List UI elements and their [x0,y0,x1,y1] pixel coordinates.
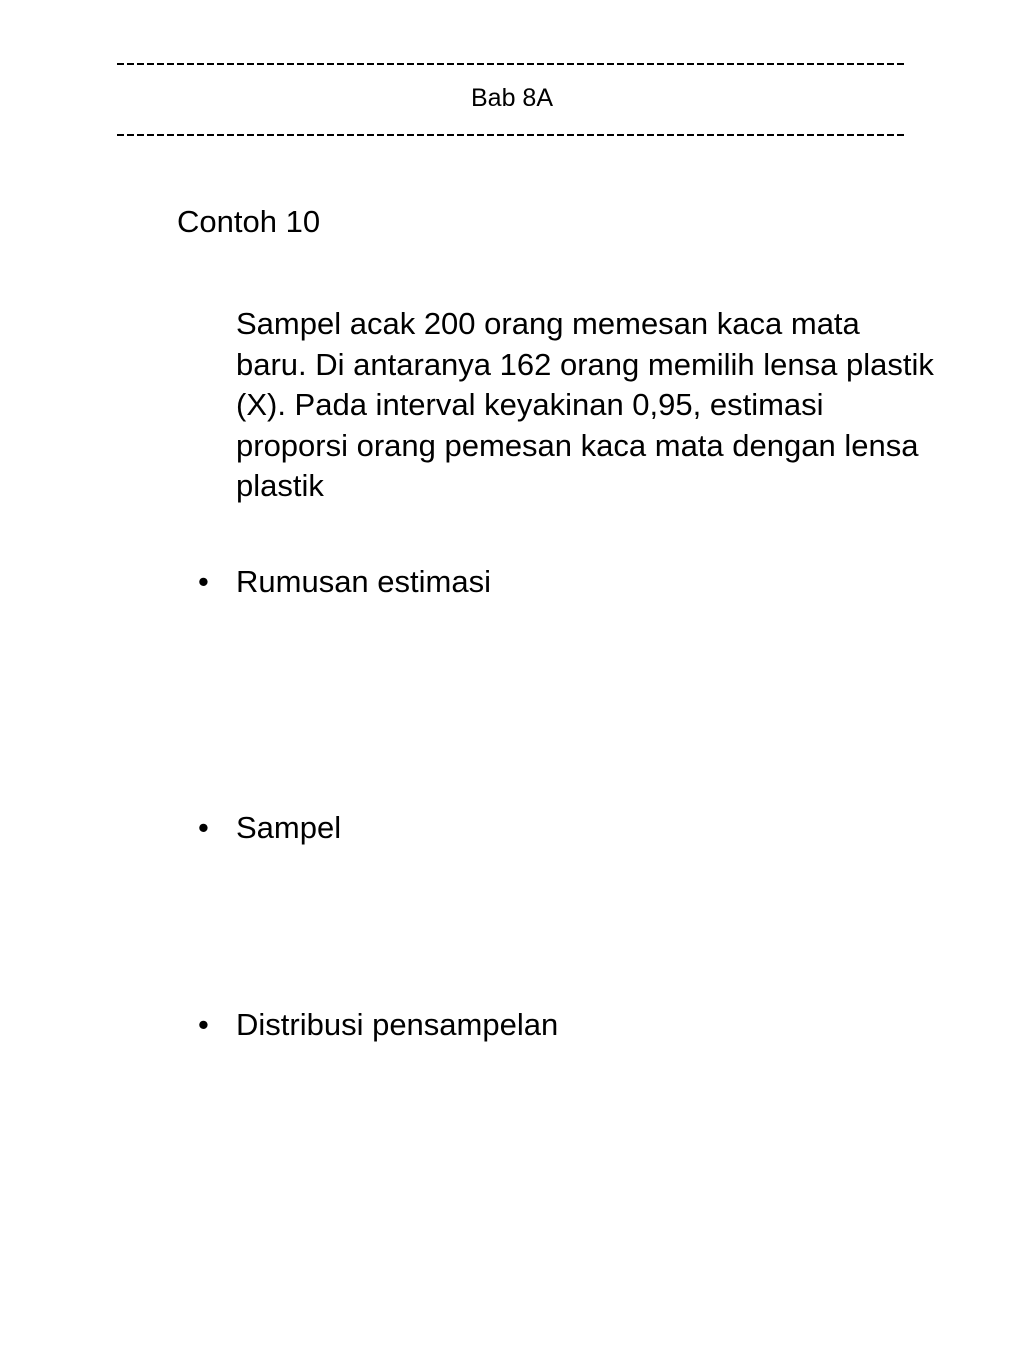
bullet-item-sampel [198,809,341,847]
problem-statement: Sampel acak 200 orang memesan kaca mata baru. Di antaranya 162 orang memilih lensa plastik (X). Pada interval keyakinan 0,95, estimasi proporsi orang pemesan kaca mata dengan lensa plastik [236,306,934,503]
bullet-label: Rumusan estimasi [236,564,491,599]
example-title: Contoh 10 [177,204,321,239]
bullet-marker: • [198,1007,209,1042]
header-bottom-dashed-rule [117,134,907,136]
page-header-title: Bab 8A [470,84,553,112]
bullet-item-rumusan-estimasi [198,563,491,601]
bullet-item-distribusi-pensampelan [198,1006,558,1044]
bullet-marker: • [198,564,209,599]
bullet-label: Distribusi pensampelan [236,1007,559,1042]
bullet-label: Sampel [236,810,342,845]
header-top-dashed-rule [117,63,907,65]
bullet-marker: • [198,810,209,845]
